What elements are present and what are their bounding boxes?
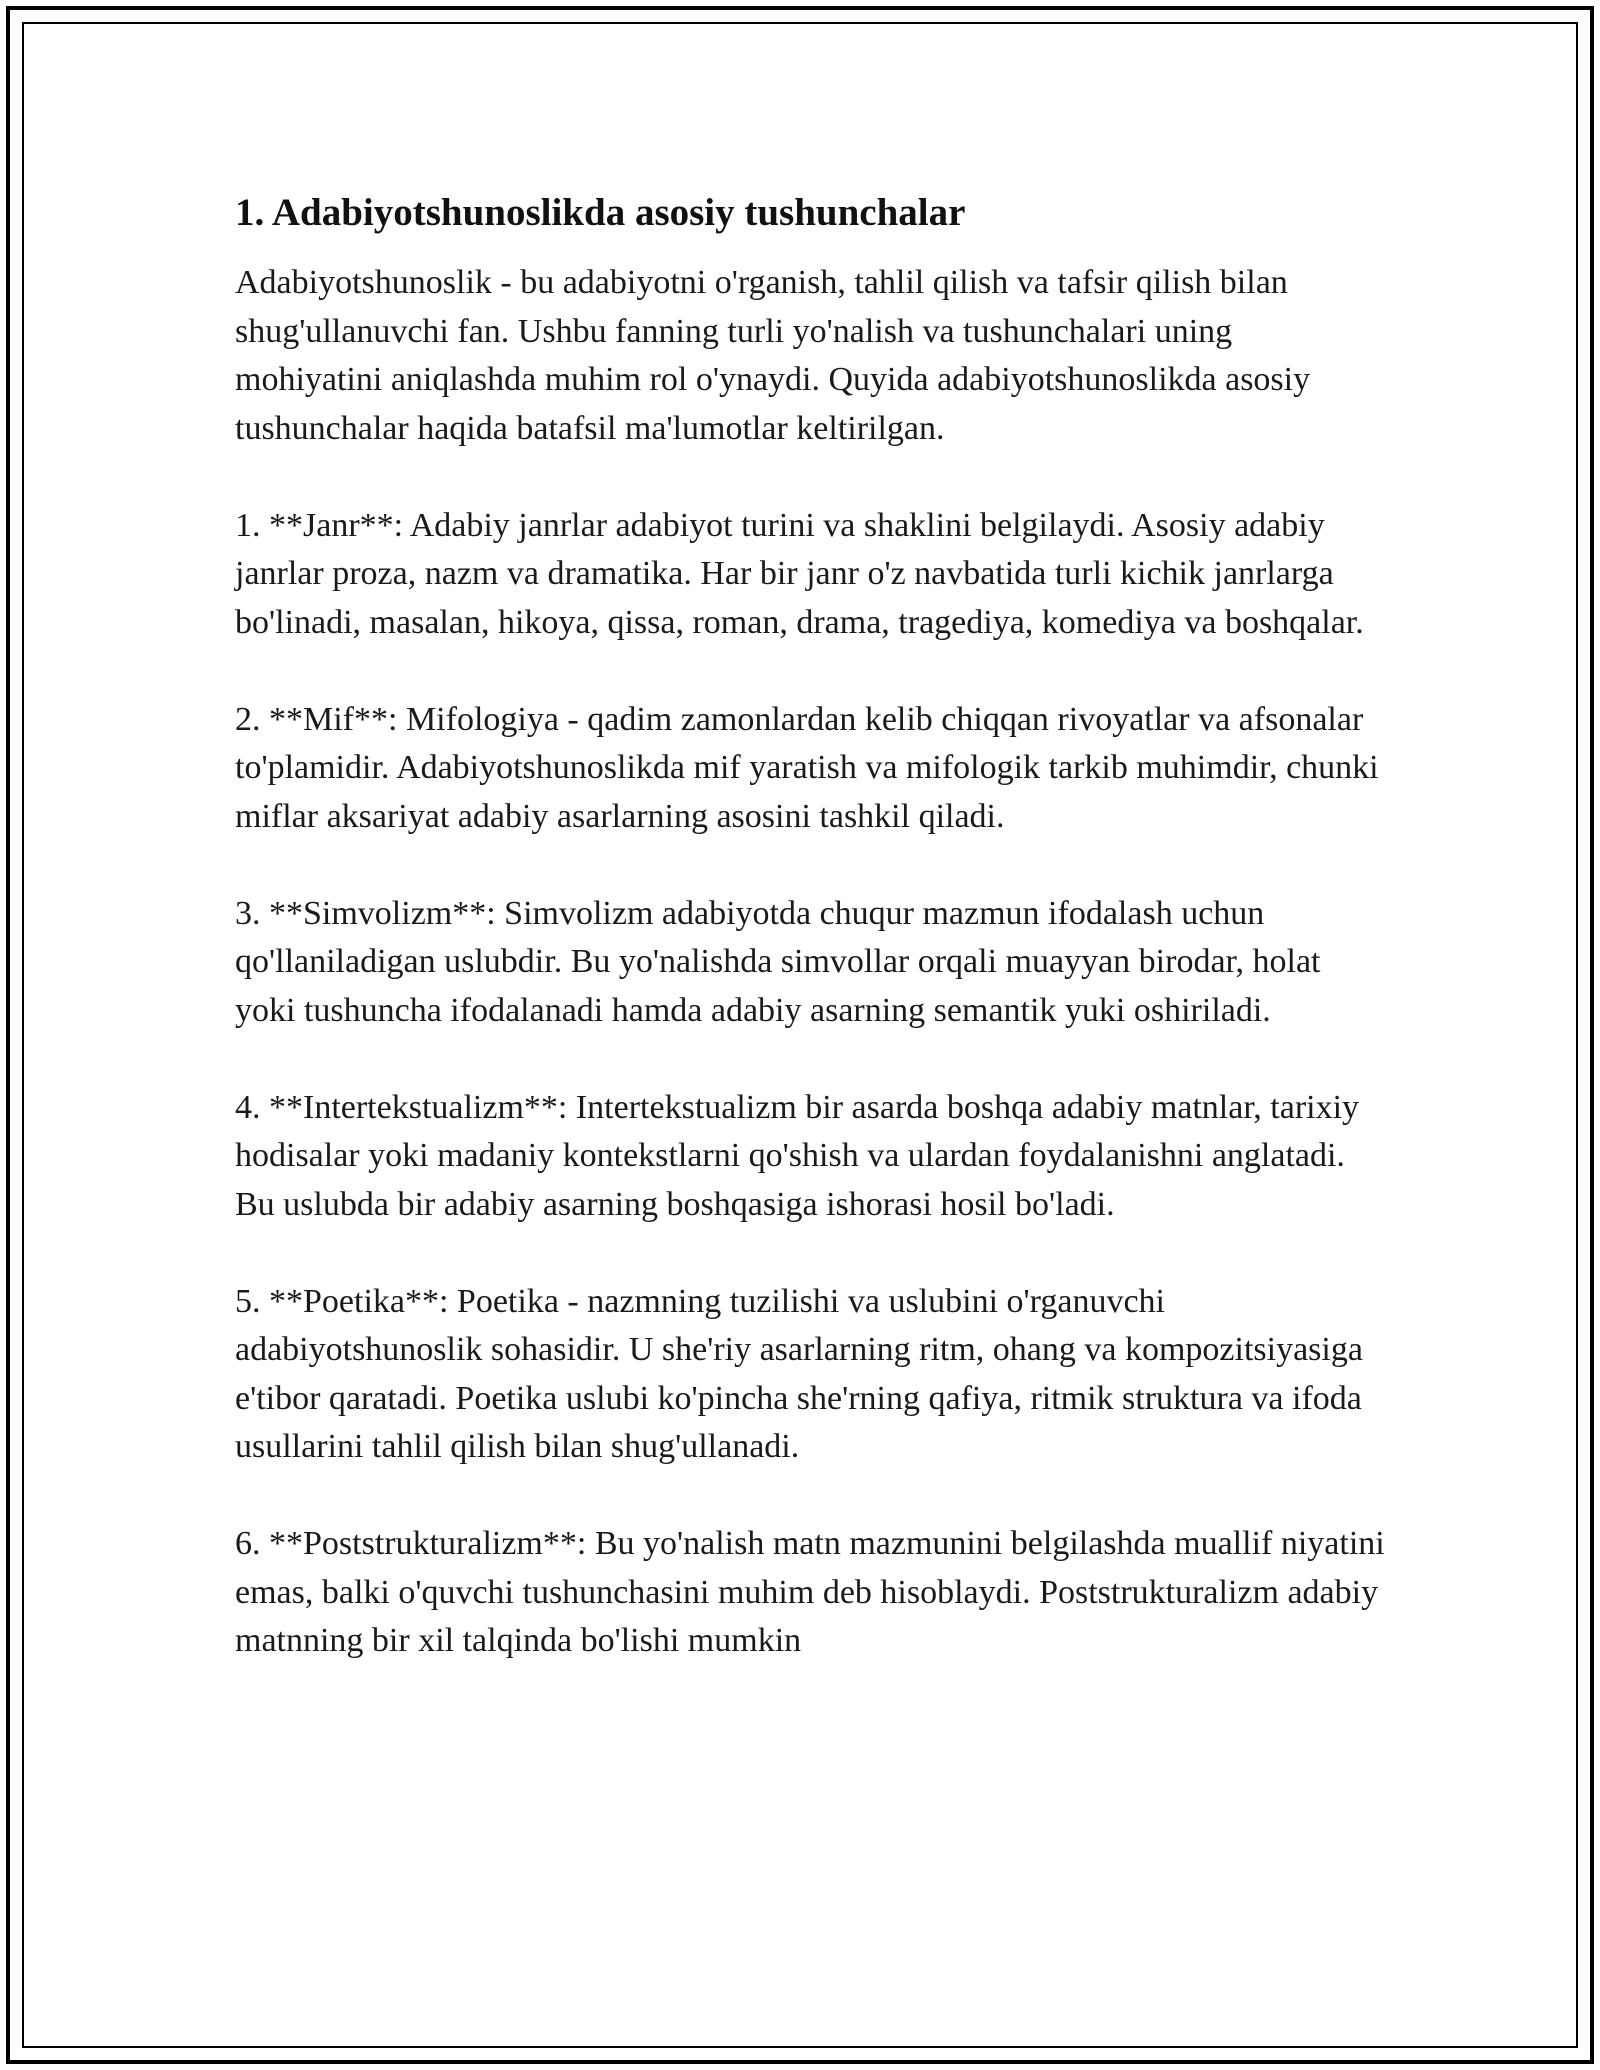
paragraph-simvolizm: 3. **Simvolizm**: Simvolizm adabiyotda chuqur mazmun ifodalash uchun qo'llaniladigan uslubdir. Bu yo'nalishda simvollar orqali muayyan birodar, holat yoki tushuncha ifodalanadi hamda adabiy asarning semantik yuki oshiriladi.: [235, 894, 1321, 1029]
paragraph-mif: 2. **Mif**: Mifologiya - qadim zamonlardan kelib chiqqan rivoyatlar va afsonalar to'plamidir. Adabiyotshunoslikda mif yaratish va mifologik tarkib muhimdir, chunki miflar aksariyat adabiy asarlarning asosini tashkil qiladi.: [235, 700, 1379, 835]
paragraph-poetika: 5. **Poetika**: Poetika - nazmning tuzilishi va uslubini o'rganuvchi adabiyotshunoslik sohasidir. U she'riy asarlarning ritm, ohang va kompozitsiyasiga e'tibor qaratadi. Poetika uslubi ko'pincha she'rning qafiya, ritmik struktura va ifoda usullarini tahlil qilish bilan shug'ullanadi.: [235, 1282, 1363, 1465]
paragraph-intertekstualizm: 4. **Intertekstualizm**: Intertekstualizm bir asarda boshqa adabiy matnlar, tarixiy hodisalar yoki madaniy kontekstlarni qo'shish va ulardan foydalanishni anglatadi. Bu uslubda bir adabiy asarning boshqasiga ishorasi hosil bo'ladi.: [235, 1088, 1360, 1223]
paragraph-poststrukturalizm: 6. **Poststrukturalizm**: Bu yo'nalish matn mazmunini belgilashda muallif niyatini emas, balki o'quvchi tushunchasini muhim deb hisoblaydi. Poststrukturalizm adabiy matnning bir xil talqinda bo'lishi mumkin: [235, 1525, 1385, 1659]
intro-paragraph: Adabiyotshunoslik - bu adabiyotni o'rganish, tahlil qilish va tafsir qilish bilan shug'ullanuvchi fan. Ushbu fanning turli yo'nalish va tushunchalari uning mohiyatini aniqlashda muhim rol o'ynaydi. Quyida adabiyotshunoslikda asosiy tushunchalar haqida batafsil ma'lumotlar keltirilgan.: [235, 264, 1311, 447]
document-body: [235, 185, 1385, 1714]
paragraph-janr: 1. **Janr**: Adabiy janrlar adabiyot turini va shaklini belgilaydi. Asosiy adabiy janrlar proza, nazm va dramatika. Har bir janr o'z navbatida turli kichik janrlarga bo'linadi, masalan, hikoya, qissa, roman, drama, tragediya, komediya va boshqalar.: [235, 506, 1364, 641]
page-title: 1. Adabiyotshunoslikda asosiy tushunchalar: [235, 191, 966, 234]
